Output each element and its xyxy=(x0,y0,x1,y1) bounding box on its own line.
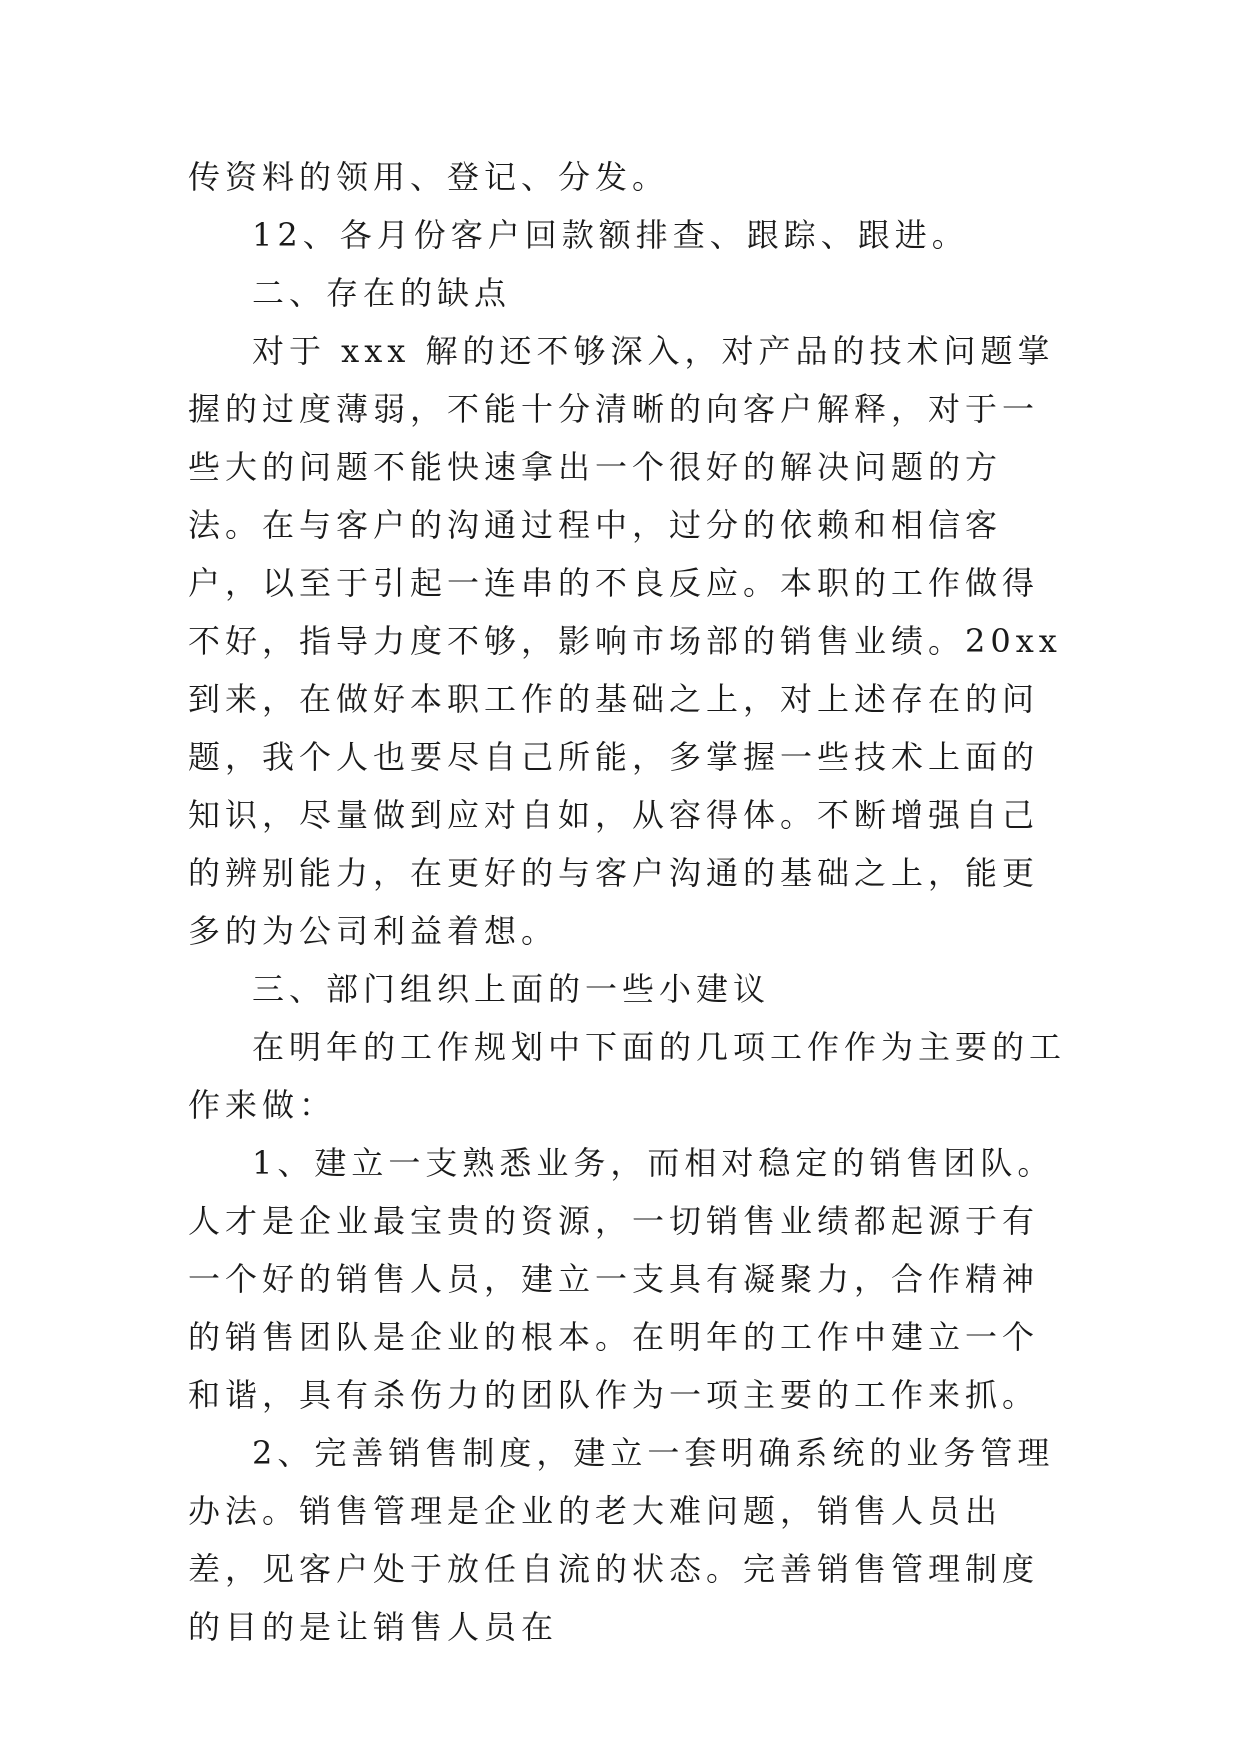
section-heading-shortcomings: 二、存在的缺点 xyxy=(252,274,512,312)
paragraph-continuation: 传资料的领用、登记、分发。 xyxy=(188,158,670,196)
paragraph-suggestion-1: 1、建立一支熟悉业务，而相对稳定的销售团队。人才是企业最宝贵的资源，一切销售业绩都起源于有一个好的销售人员，建立一支具有凝聚力，合作精神的销售团队是企业的根本。在明年的工作中建立一个和谐，具有杀伤力的团队作为一项主要的工作来抓。 xyxy=(188,1144,1055,1414)
section-heading-suggestions: 三、部门组织上面的一些小建议 xyxy=(252,970,771,1008)
document-body xyxy=(188,148,1068,1656)
paragraph-item-12: 12、各月份客户回款额排查、跟踪、跟进。 xyxy=(252,216,969,254)
paragraph-suggestion-2: 2、完善销售制度，建立一套明确系统的业务管理办法。销售管理是企业的老大难问题，销售人员出差，见客户处于放任自流的状态。完善销售管理制度的目的是让销售人员在 xyxy=(188,1434,1055,1646)
paragraph-work-plan-intro: 在明年的工作规划中下面的几项工作作为主要的工作来做： xyxy=(188,1028,1067,1124)
paragraph-shortcomings: 对于 xxx 解的还不够深入，对产品的技术问题掌握的过度薄弱，不能十分清晰的向客户解释，对于一些大的问题不能快速拿出一个很好的解决问题的方法。在与客户的沟通过程中，过分的依赖和相信客户，以至于引起一连串的不良反应。本职的工作做得不好，指导力度不够，影响市场部的销售业绩。20xx 到来，在做好本职工作的基础之上，对上述存在的问题，我个人也要尽自己所能，多掌握一些技术上面的知识，尽量做到应对自如，从容得体。不断增强自己的辨别能力，在更好的与客户沟通的基础之上，能更多的为公司利益着想。 xyxy=(188,332,1062,950)
